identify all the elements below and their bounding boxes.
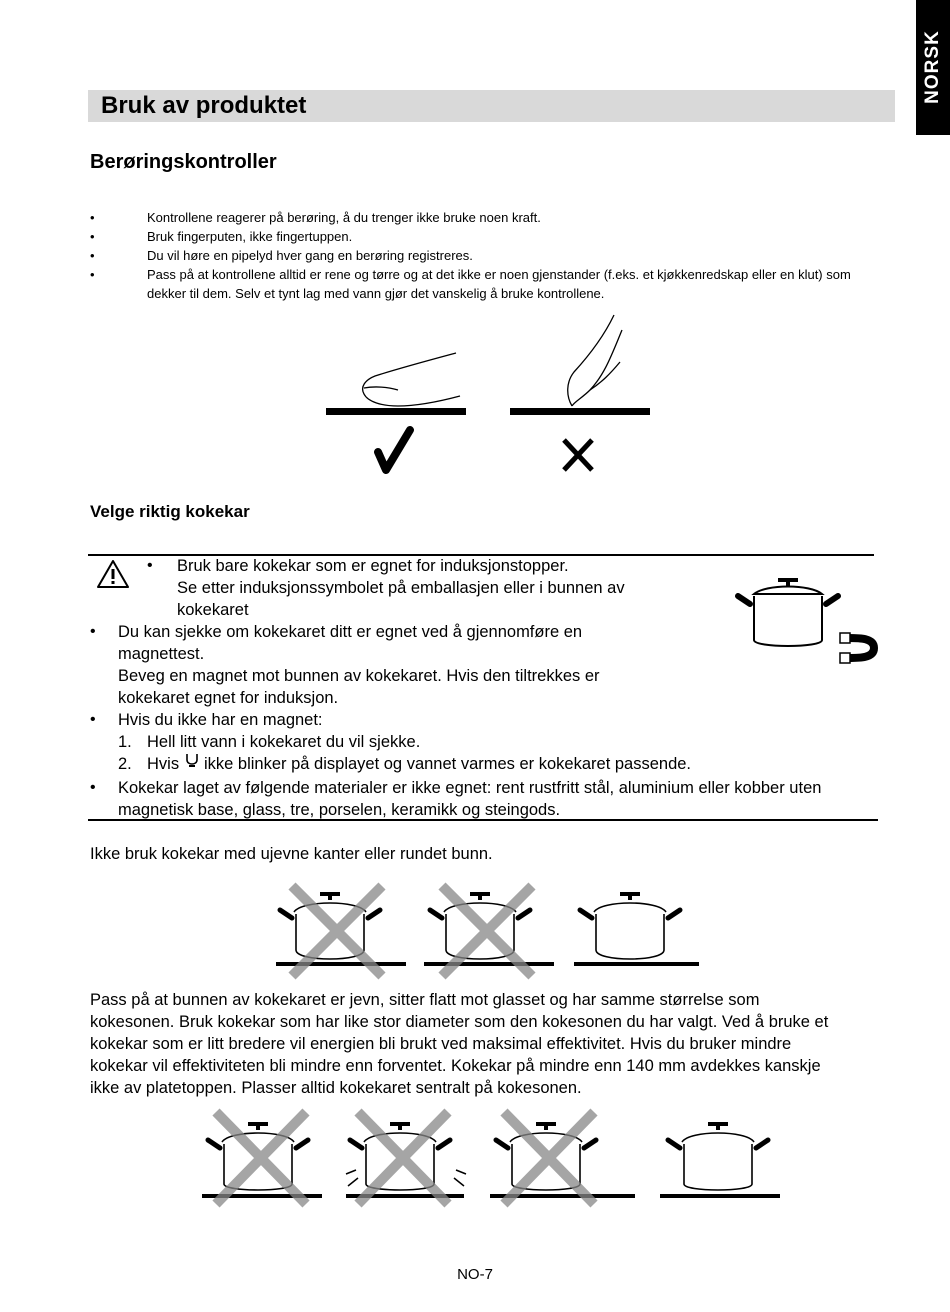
- pot-too-small-zone: [202, 1112, 322, 1204]
- box-text: Hell litt vann i kokekaret du vil sjekke.: [147, 733, 421, 751]
- pot-too-large-zone: [490, 1112, 635, 1204]
- paragraph-line: kokekar vil effektiviteten bli mindre enn forventet. Kokekar på mindre enn 140 mm avdekkes kanskje: [90, 1057, 821, 1075]
- box-text: kokekaret: [177, 601, 249, 619]
- bullet-mark: •: [147, 557, 153, 574]
- paragraph-line: ikke av platetoppen. Plasser alltid kokekaret sentralt på kokesonen.: [90, 1079, 582, 1097]
- list-item: • Bruk fingerputen, ikke fingertuppen.: [90, 227, 880, 246]
- pot-uneven-bottom: [424, 886, 554, 976]
- warning-icon: [96, 558, 130, 590]
- flat-bottom-paragraph: [90, 989, 890, 1099]
- language-tab: [916, 0, 950, 135]
- list-item: • Pass på at kontrollene alltid er rene og tørre og at det ikke er noen gjenstander (f.eks. et kjøkkenredskap eller en klut) som dekker til dem. Selv et tynt lag med vann gjør det vanskelig å bruke kontrollene.: [90, 265, 880, 303]
- cross-icon: [564, 440, 592, 470]
- box-text: kokekaret egnet for induksjon.: [118, 689, 339, 707]
- list-item: • Kontrollene reagerer på berøring, å du trenger ikke bruke noen kraft.: [90, 208, 880, 227]
- pot-flat-bottom: [574, 894, 699, 966]
- hob-surface-right: [510, 408, 650, 415]
- page-number: NO-7: [457, 1266, 493, 1283]
- box-text: Hvis: [147, 755, 180, 773]
- language-tab-label: NORSK: [922, 30, 943, 104]
- pot-base-illustration: [272, 880, 702, 980]
- list-item: • Du vil høre en pipelyd hver gang en berøring registreres.: [90, 246, 880, 265]
- finger-touch-illustration: [320, 310, 660, 480]
- page-title: Bruk av produktet: [101, 92, 307, 119]
- box-text: Du kan sjekke om kokekaret ditt er egnet ved å gjennomføre en: [118, 623, 583, 641]
- bullet-mark: •: [90, 779, 96, 796]
- pot-off-center: [346, 1112, 466, 1204]
- pot-size-illustration: [198, 1108, 783, 1208]
- list-number: 2.: [118, 755, 132, 773]
- list-number: 1.: [118, 733, 132, 751]
- display-symbol-icon: [185, 752, 199, 768]
- pot-magnet-illustration: [736, 576, 881, 671]
- touch-controls-list: [90, 208, 880, 303]
- box-text: Beveg en magnet mot bunnen av kokekaret. Hvis den tiltrekkes er: [118, 667, 600, 685]
- bullet-mark: •: [90, 711, 96, 728]
- pot-rounded-bottom: [276, 886, 406, 976]
- magnet-icon: [840, 633, 874, 663]
- paragraph-line: kokekar som er litt bredere vil energien bli brukt ved maksimal effektivitet. Hvis du bruker mindre: [90, 1035, 792, 1053]
- hob-surface-left: [326, 408, 466, 415]
- box-bottom-rule: [88, 819, 878, 821]
- box-text: Hvis du ikke har en magnet:: [118, 711, 323, 729]
- pot-correct-size: [660, 1124, 780, 1198]
- bullet-mark: •: [90, 623, 96, 640]
- box-text: ikke blinker på displayet og vannet varmes er kokekaret passende.: [204, 755, 692, 773]
- box-text: magnetisk base, glass, tre, porselen, keramikk og steingods.: [118, 801, 561, 819]
- paragraph-line: Pass på at bunnen av kokekaret er jevn, sitter flatt mot glasset og har samme størrelse som: [90, 991, 760, 1009]
- title-bar: [88, 90, 895, 122]
- paragraph-line: kokesonen. Bruk kokekar som har like stor diameter som den kokesonen du har valgt. Ved å bruke et: [90, 1013, 829, 1031]
- box-text: Kokekar laget av følgende materialer er ikke egnet: rent rustfritt stål, aluminium eller kobber uten: [118, 779, 822, 797]
- choose-cookware-heading: Velge riktig kokekar: [90, 502, 250, 521]
- box-text: Bruk bare kokekar som er egnet for induksjonstopper.: [177, 557, 569, 575]
- finger-tip-drawing: [568, 315, 614, 406]
- uneven-edges-text: Ikke bruk kokekar med ujevne kanter eller rundet bunn.: [90, 845, 493, 863]
- check-icon: [378, 430, 410, 470]
- finger-pad-drawing: [363, 353, 460, 406]
- box-text: magnettest.: [118, 645, 205, 663]
- box-text: Se etter induksjonssymbolet på emballasjen eller i bunnen av: [177, 579, 625, 597]
- touch-controls-heading: Berøringskontroller: [90, 151, 277, 173]
